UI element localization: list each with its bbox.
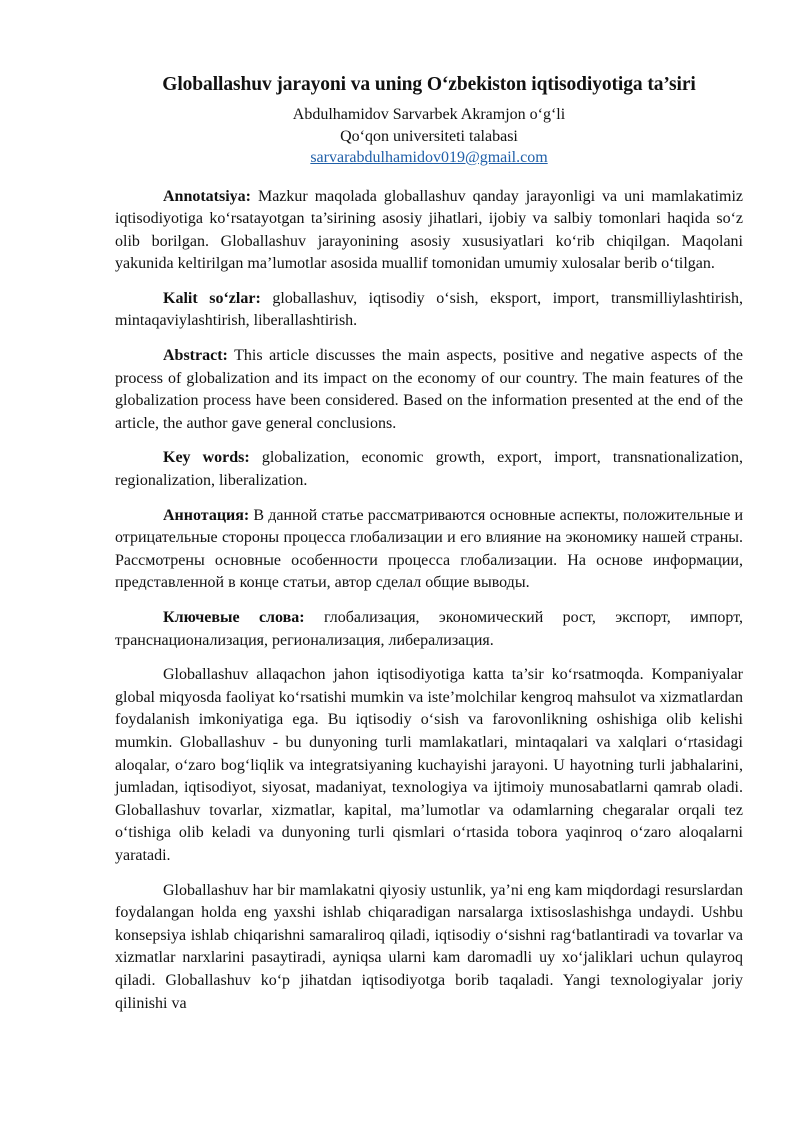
author-email-line	[115, 147, 743, 169]
keywords-uz-label: Kalit so‘zlar:	[163, 289, 261, 307]
paper-page	[115, 72, 743, 1015]
annotation-ru-text: В данной статье рассматриваются основные аспекты, положительные и отрицательные стороны процесса глобализации и его влияние на экономику нашей страны. Рассмотрены основные особенности процесса глобализации. На основе информации, представленной в конце статьи, автор сделал общие выводы.	[115, 506, 743, 592]
annotation-uz-text: Mazkur maqolada globallashuv qanday jarayonligi va uni mamlakatimiz iqtisodiyotiga ko‘rsatayotgan ta’sirining asosiy jihatlari, ijobiy va salbiy tomonlari haqida so‘z olib borilgan. Globallashuv jarayonining asosiy xususiyatlari ko‘rib chiqilgan. Maqolani yakunida keltirilgan ma’lumotlar asosida muallif tomonidan umumiy xulosalar berib o‘tilgan.	[115, 187, 743, 273]
annotation-uz-label: Annotatsiya:	[163, 187, 252, 205]
paper-title: Globallashuv jarayoni va uning O‘zbekiston iqtisodiyotiga ta’siri	[162, 74, 696, 95]
keywords-ru-text: глобализация, экономический рост, экспорт, импорт, транснационализация, регионализация, либерализация.	[115, 609, 743, 649]
annotation-ru	[115, 505, 743, 595]
abstract-en-text: This article discusses the main aspects, positive and negative aspects of the process of globalization and its impact on the economy of our country. The main features of the globalization process have been considered. Based on the information presented at the end of the article, the author gave general conclusions.	[115, 347, 743, 432]
body-paragraph-1: Globallashuv allaqachon jahon iqtisodiyotiga katta ta’sir ko‘rsatmoqda. Kompaniyalar global miqyosda faoliyat ko‘rsatishi mumkin va iste’molchilar kengroq mahsulot va xizmatlardan foydalanish imkoniyatiga ega. Bu iqtisodiy o‘sish va farovonlikning oshishiga olib kelishi mumkin. Globallashuv - bu dunyoning turli mamlakatlari, mintaqalari va xalqlari o‘rtasidagi aloqalar, o‘zaro bog‘liqlik va integratsiyaning kuchayishi jarayoni. U hayotning turli jabhalarini, jumladan, iqtisodiyot, siyosat, madaniyat, texnologiya va ijtimoiy munosabatlarni qamrab oladi. Globallashuv tovarlar, xizmatlar, kapital, ma’lumotlar va odamlarning chegaralar orqali tez o‘tishiga olib keladi va dunyoning turli qismlari o‘rtasida tobora yaqinroq o‘zaro aloqalarni yaratadi.	[115, 666, 743, 864]
keywords-uz	[115, 288, 743, 333]
keywords-uz-text: globallashuv, iqtisodiy o‘sish, eksport, import, transmilliylashtirish, mintaqaviylashtirish, liberallashtirish.	[115, 289, 743, 330]
keywords-en	[115, 447, 743, 492]
annotation-uz	[115, 186, 743, 276]
keywords-en-label: Key words:	[163, 449, 250, 467]
keywords-en-text: globalization, economic growth, export, import, transnationalization, regionalization, liberalization.	[115, 449, 744, 490]
keywords-ru	[115, 607, 743, 652]
body-paragraph-2: Globallashuv har bir mamlakatni qiyosiy ustunlik, ya’ni eng kam miqdordagi resurslardan foydalangan holda eng yaxshi ishlab chiqaradigan narsalarga ixtisoslashishga undaydi. Ushbu konsepsiya ishlab chiqarishni samaraliroq qiladi, iqtisodiy o‘sishni rag‘batlantiradi va tovarlar va xizmatlar narxlarini pasaytiradi, ayniqsa ularni kam daromadli uy xo‘jaliklari uchun qulayroq qiladi. Globallashuv ko‘p jihatdan iqtisodiyotga borib taqaladi. Yangi texnologiyalar joriy qilinishi va	[115, 881, 743, 1012]
annotation-ru-label: Аннотация:	[163, 506, 250, 524]
author-email-link[interactable]: sarvarabdulhamidov019@gmail.com	[310, 149, 548, 166]
keywords-ru-label: Ключевые слова:	[163, 609, 305, 626]
author-affiliation: Qo‘qon universiteti talabasi	[340, 127, 518, 145]
abstract-en-label: Abstract:	[163, 347, 228, 365]
abstract-en	[115, 345, 743, 435]
author-name: Abdulhamidov Sarvarbek Akramjon o‘g‘li	[292, 106, 566, 123]
